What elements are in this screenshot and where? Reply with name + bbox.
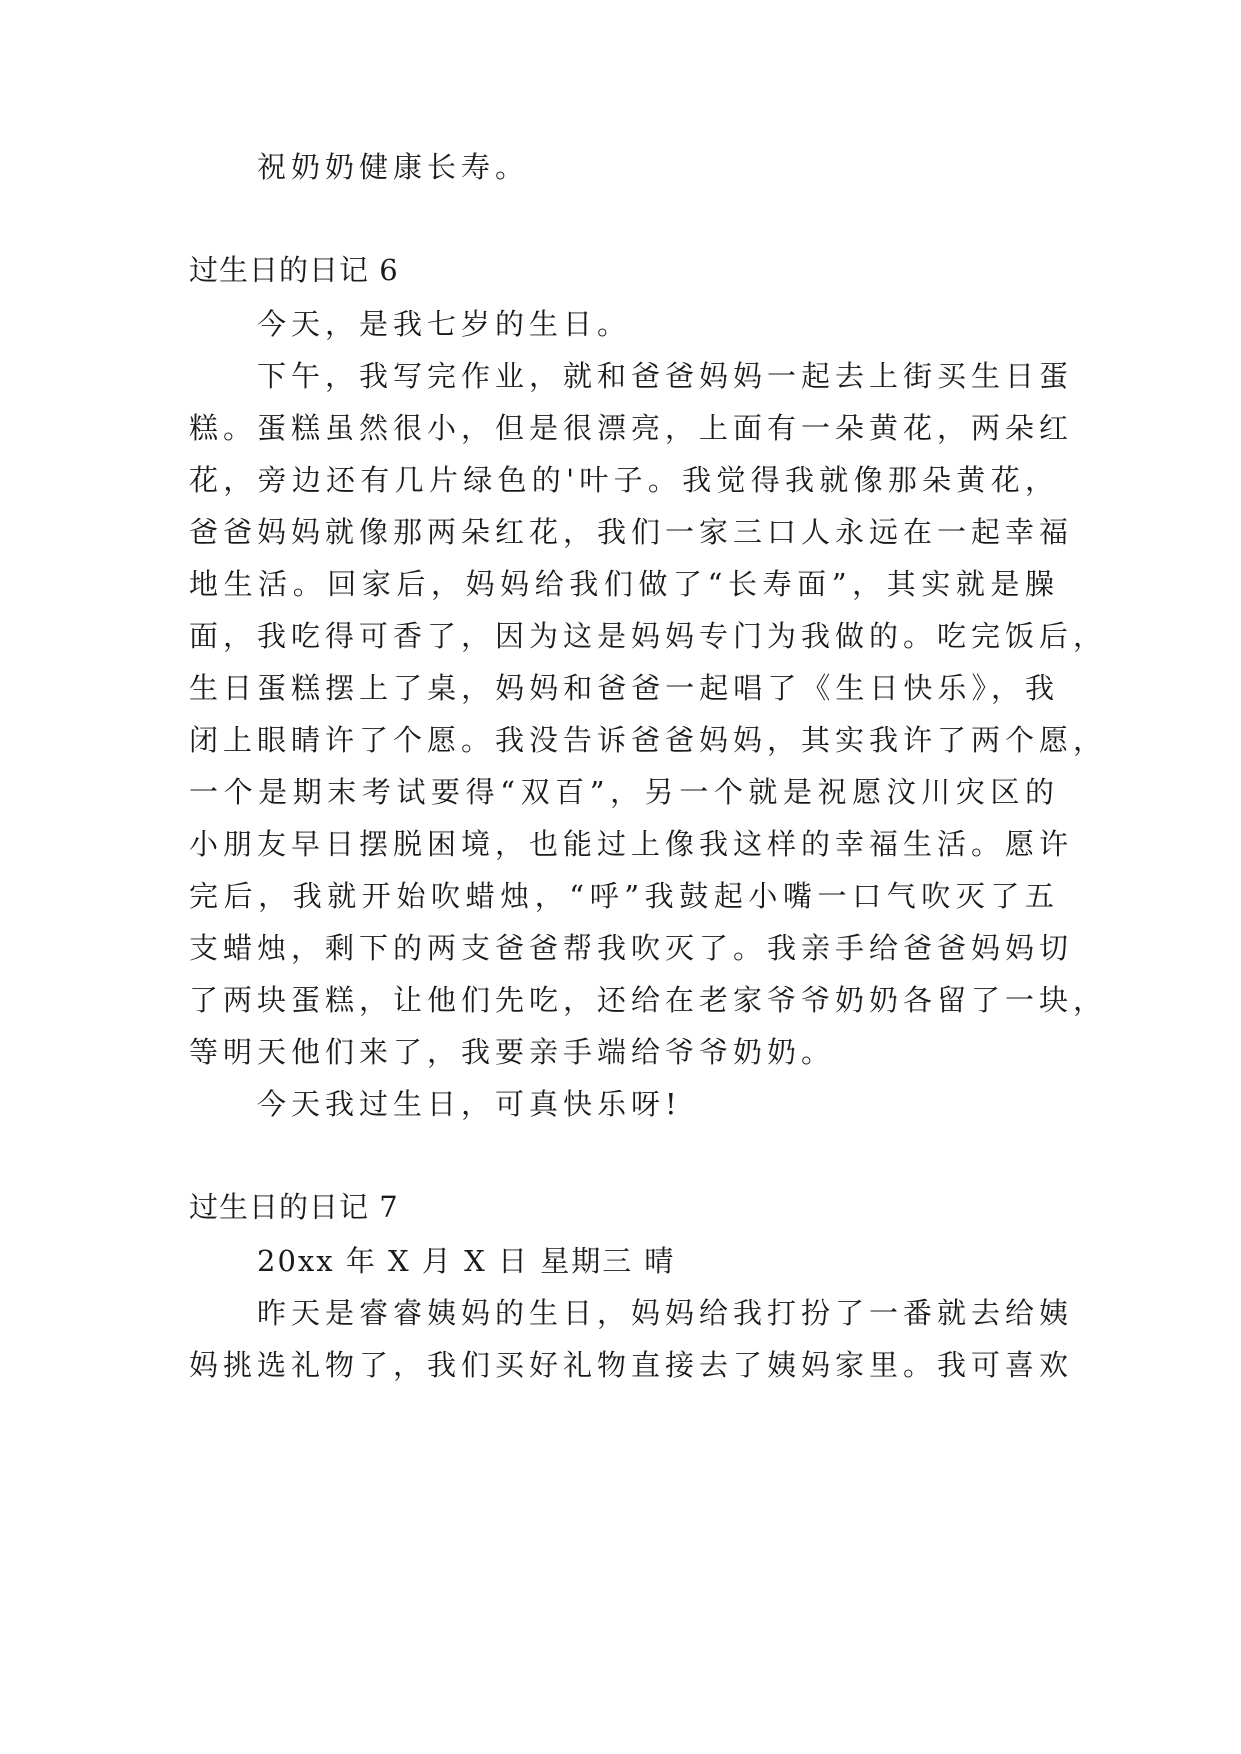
diary-6-p2-line: 生日蛋糕摆上了桌，妈妈和爸爸一起唱了《生日快乐》，我 [189,671,1059,705]
diary-7-p1-line: 妈挑选礼物了，我们买好礼物直接去了姨妈家里。我可喜欢 [189,1348,1074,1382]
diary-6-p2-line: 面，我吃得可香了，因为这是妈妈专门为我做的。吃完饭后， [189,619,1108,653]
diary-6-p2-line: 小朋友早日摆脱困境，也能过上像我这样的幸福生活。愿许 [189,827,1074,861]
diary-6-p2-line: 下午，我写完作业，就和爸爸妈妈一起去上街买生日蛋 [257,359,1074,393]
diary-6-p2-line: 糕。蛋糕虽然很小，但是很漂亮，上面有一朵黄花，两朵红 [189,411,1074,445]
diary-6-p2-line: 爸爸妈妈就像那两朵红花，我们一家三口人永远在一起幸福 [189,515,1074,549]
diary-7-date-line: 20xx 年 X 月 X 日 星期三 晴 [257,1244,676,1278]
diary-6-title: 过生日的日记 6 [189,253,399,287]
diary-6-p2-line: 等明天他们来了，我要亲手端给爷爷奶奶。 [189,1035,836,1069]
diary-6-p2-line: 支蜡烛，剩下的两支爸爸帮我吹灭了。我亲手给爸爸妈妈切 [189,931,1074,965]
diary-6-p2-line: 了两块蛋糕，让他们先吃，还给在老家爷爷奶奶各留了一块， [189,983,1108,1017]
diary-6-p2-line: 花，旁边还有几片绿色的'叶子。我觉得我就像那朵黄花， [189,463,1059,497]
diary-6-paragraph-3: 今天我过生日，可真快乐呀! [257,1087,682,1121]
diary-6-p2-line: 完后，我就开始吹蜡烛，“呼”我鼓起小嘴一口气吹灭了五 [189,879,1059,913]
diary-6-p2-line: 地生活。回家后，妈妈给我们做了“长寿面”，其实就是臊 [189,567,1059,601]
closing-line: 祝奶奶健康长寿。 [257,150,530,184]
diary-6-paragraph-1: 今天，是我七岁的生日。 [257,307,632,341]
diary-7-p1-line: 昨天是睿睿姨妈的生日，妈妈给我打扮了一番就去给姨 [257,1296,1074,1330]
diary-6-p2-line: 闭上眼睛许了个愿。我没告诉爸爸妈妈，其实我许了两个愿， [189,723,1108,757]
diary-7-title: 过生日的日记 7 [189,1190,399,1224]
diary-6-p2-line: 一个是期末考试要得“双百”，另一个就是祝愿汶川灾区的 [189,775,1059,809]
